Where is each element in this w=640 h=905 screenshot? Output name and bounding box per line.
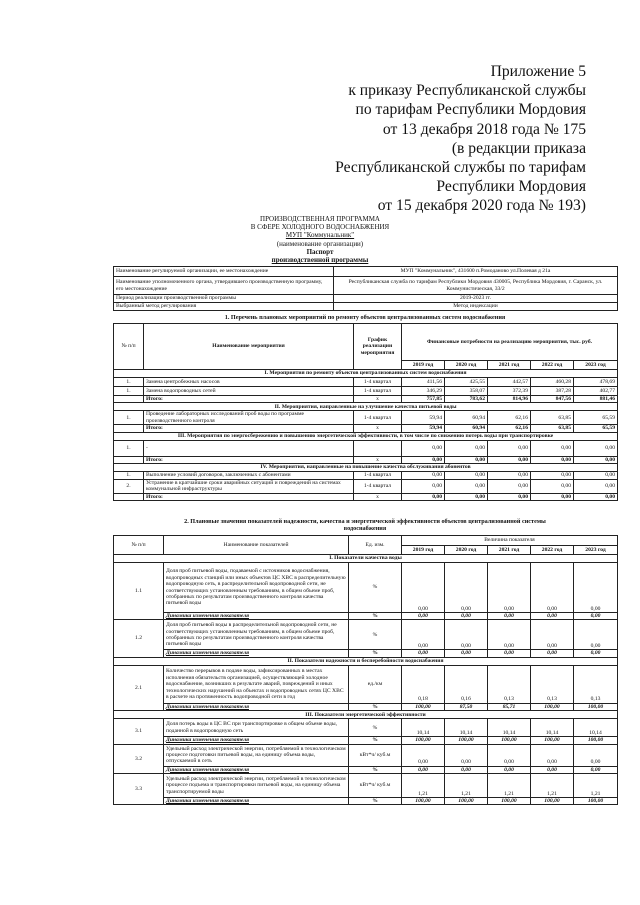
dynamics-value: 0,00 (402, 650, 445, 657)
total-label: Итого: (144, 493, 354, 500)
total-value: 0,00 (445, 456, 488, 463)
schedule: 1-4 квартал (354, 480, 402, 494)
year-header: 2020 год (445, 361, 488, 370)
dynamics-value: 87,50 (445, 703, 488, 710)
value-cell: 0,00 (402, 480, 445, 494)
appendix-line: (в редакции приказа (451, 139, 586, 157)
section-row (114, 657, 618, 665)
measure-row (114, 411, 618, 425)
section-title: IV. Мероприятия, направленные на повышение качества обслуживания абонентов (114, 464, 618, 472)
indicator-value: 1,21 (531, 774, 574, 798)
dynamics-label: Динамика изменения показателя (164, 737, 349, 744)
section-row (114, 370, 618, 378)
dynamics-value: 100,00 (402, 703, 445, 710)
value-cell: 0,00 (574, 440, 618, 456)
indicator-value: 1,21 (488, 774, 531, 798)
header-unit: Ед. изм. (349, 536, 402, 555)
value-cell: 411,56 (402, 378, 445, 387)
passport-row (114, 277, 618, 295)
measure-name: Выполнение условий договоров, заключенных с абонентами (144, 472, 354, 480)
total-label: Итого: (144, 425, 354, 432)
total-row (114, 456, 618, 463)
indicator-num: 3.3 (114, 774, 164, 805)
indicator-value: 0,00 (531, 620, 574, 650)
indicator-value: 0,00 (402, 563, 445, 613)
repair-measures-table (113, 323, 618, 501)
schedule: 1-4 квартал (354, 387, 402, 396)
value-cell: 0,00 (488, 472, 531, 480)
header-schedule: График реализации мероприятия (354, 324, 402, 370)
indicator-value: 0,00 (402, 620, 445, 650)
indicator-value: 0,00 (574, 563, 618, 613)
row-num: 1. (114, 411, 144, 425)
indicator-row (114, 774, 618, 798)
value-cell: 60,94 (445, 411, 488, 425)
total-value: 0,00 (574, 456, 618, 463)
program-subtitle: В СФЕРЕ ХОЛОДНОГО ВОДОСНАБЖЕНИЯ (250, 223, 390, 232)
total-label: Итого: (144, 396, 354, 403)
indicator-num: 3.2 (114, 744, 164, 773)
dynamics-value: 100,00 (445, 737, 488, 744)
row-num: 1. (114, 440, 144, 456)
total-spacer (114, 456, 144, 463)
year-header: 2023 год (574, 546, 618, 555)
total-value: 847,56 (531, 396, 574, 403)
table2-header-row (114, 536, 618, 546)
measure-name: Замена водопроводных сетей (144, 387, 354, 396)
total-value: 783,62 (445, 396, 488, 403)
indicator-unit: % (349, 620, 402, 650)
value-cell: 0,00 (445, 440, 488, 456)
total-value: 0,00 (574, 493, 618, 500)
total-value: 0,00 (531, 493, 574, 500)
indicator-value: 0,00 (488, 620, 531, 650)
section-title: III. Мероприятия по энергосбережению и повышению энергетической эффективности, в том числе по снижению потерь воды при транспортировке (114, 432, 618, 440)
indicator-value: 10,14 (531, 719, 574, 737)
appendix-header (335, 62, 586, 216)
total-spacer (114, 425, 144, 432)
table1-title: 1. Перечень плановых мероприятий по ремонту объектов централизованных систем водоснабжения (224, 314, 506, 321)
appendix-line: Приложение 5 (490, 63, 586, 80)
dynamics-label: Динамика изменения показателя (164, 766, 349, 773)
program-title-block (110, 215, 530, 264)
dynamics-value: 100,00 (488, 798, 531, 805)
total-value: 881,46 (574, 396, 618, 403)
total-value: 814,96 (488, 396, 531, 403)
header-num: № п/п (114, 536, 164, 555)
indicator-value: 1,21 (574, 774, 618, 798)
total-sched: x (354, 425, 402, 432)
total-value: 65,59 (574, 425, 618, 432)
value-cell: 0,00 (574, 480, 618, 494)
indicator-unit: % (349, 719, 402, 737)
indicator-name: Количество перерывов в подаче воды, зафиксированных в местах исполнения обязательств организацией, осуществляющей холодное водоснабжение, возникших в результате аварий, повреждений и иных технологических нарушений на объектах и водопроводных сетях ЦС ХВС в расчете на протяженность водопроводной сети в год (164, 665, 349, 703)
passport-value: Метод индексации (334, 303, 618, 311)
dynamics-row (114, 737, 618, 744)
section-title: I. Показатели качества воды (114, 555, 618, 563)
total-value: 0,00 (488, 493, 531, 500)
indicator-row (114, 665, 618, 703)
indicator-value: 1,21 (445, 774, 488, 798)
header-num: № п/п (114, 324, 144, 370)
value-cell: 425,55 (445, 378, 488, 387)
program-title: ПРОИЗВОДСТВЕННАЯ ПРОГРАММА (260, 215, 380, 223)
value-cell: 59,94 (402, 411, 445, 425)
dynamics-value: 0,00 (488, 613, 531, 620)
section-row (114, 464, 618, 472)
indicator-num: 2.1 (114, 665, 164, 710)
table2-title-cont: водоснабжения (343, 525, 387, 532)
dynamics-value: 0,00 (402, 766, 445, 773)
total-row (114, 493, 618, 500)
value-cell: 0,00 (445, 480, 488, 494)
indicator-value: 0,00 (445, 744, 488, 766)
schedule (354, 440, 402, 456)
total-value: 757,85 (402, 396, 445, 403)
value-cell: 442,57 (488, 378, 531, 387)
dynamics-value: 0,00 (402, 613, 445, 620)
dynamics-unit: % (349, 650, 402, 657)
total-value: 59,94 (402, 425, 445, 432)
measure-name: Замена центробежных насосов (144, 378, 354, 387)
passport-label: Наименование уполномоченного органа, утвердившего производственную программу, его местонахождение (114, 277, 334, 295)
value-cell: 0,00 (531, 472, 574, 480)
value-cell: 372,39 (488, 387, 531, 396)
dynamics-value: 0,00 (574, 650, 618, 657)
organization-caption: (наименование организации) (276, 239, 364, 248)
section-row (114, 711, 618, 719)
schedule: 1-4 квартал (354, 472, 402, 480)
dynamics-value: 0,00 (445, 766, 488, 773)
dynamics-unit: % (349, 703, 402, 710)
total-sched: x (354, 493, 402, 500)
dynamics-value: 100,00 (445, 798, 488, 805)
value-cell: 346,29 (402, 387, 445, 396)
value-cell: 0,00 (574, 472, 618, 480)
dynamics-value: 0,00 (574, 766, 618, 773)
value-cell: 65,59 (574, 411, 618, 425)
indicator-value: 0,00 (574, 620, 618, 650)
table2-title: 2. Плановые значения показателей надежности, качества и энергетической эффективности объектов централизованной системы (184, 518, 546, 525)
indicator-name: Доля проб питьевой воды в распределительной водопроводной сети, не соответствующих установленным требованиям, в общем объеме проб, отобранных по результатам производственного контроля качества питьевой воды (164, 620, 349, 650)
indicator-name: Удельный расход электрической энергии, потребляемой в технологическом процессе подготовки питьевой воды, на единицу объема воды, отпускаемой в сеть (164, 744, 349, 766)
measure-row (114, 440, 618, 456)
indicator-value: 0,13 (488, 665, 531, 703)
indicator-value: 0,00 (402, 744, 445, 766)
indicator-value: 0,00 (531, 744, 574, 766)
value-cell: 0,00 (488, 440, 531, 456)
value-cell: 0,00 (445, 472, 488, 480)
dynamics-label: Динамика изменения показателя (164, 703, 349, 710)
table1-header-row (114, 324, 618, 361)
header-measure-name: Наименование мероприятия (144, 324, 354, 370)
year-header: 2021 год (488, 546, 531, 555)
passport-label: Период реализации производственной программы (114, 295, 334, 303)
dynamics-value: 0,00 (445, 613, 488, 620)
dynamics-row (114, 613, 618, 620)
section-row (114, 555, 618, 563)
indicator-value: 0,00 (488, 563, 531, 613)
measure-row (114, 387, 618, 396)
section-title: III. Показатели энергетической эффективности (114, 711, 618, 719)
indicator-value: 0,16 (445, 665, 488, 703)
indicator-unit: ед./км (349, 665, 402, 703)
section-row (114, 432, 618, 440)
dynamics-unit: % (349, 737, 402, 744)
dynamics-label: Динамика изменения показателя (164, 798, 349, 805)
dynamics-row (114, 703, 618, 710)
indicator-value: 0,00 (531, 563, 574, 613)
passport-value: МУП "Коммунальник", 431600 п.Ромоданово ул.Полевая д 21а (334, 267, 618, 277)
total-value: 62,16 (488, 425, 531, 432)
total-value: 60,94 (445, 425, 488, 432)
indicator-value: 0,00 (488, 744, 531, 766)
indicator-value: 1,21 (402, 774, 445, 798)
dynamics-row (114, 798, 618, 805)
total-value: 0,00 (445, 493, 488, 500)
dynamics-row (114, 650, 618, 657)
dynamics-value: 0,00 (445, 650, 488, 657)
year-header: 2022 год (531, 361, 574, 370)
dynamics-unit: % (349, 766, 402, 773)
passport-value: 2019-2023 гг. (334, 295, 618, 303)
indicator-value: 10,14 (445, 719, 488, 737)
dynamics-value: 100,00 (531, 798, 574, 805)
indicator-unit: кВт*ч/ куб.м (349, 774, 402, 798)
total-value: 0,00 (402, 456, 445, 463)
indicator-unit: кВт*ч/ куб.м (349, 744, 402, 766)
dynamics-value: 0,00 (488, 766, 531, 773)
appendix-line: к приказу Республиканской службы (348, 82, 586, 100)
value-cell: 0,00 (531, 440, 574, 456)
passport-title: Паспорт (306, 247, 334, 256)
indicator-value: 10,14 (402, 719, 445, 737)
value-cell: 63,85 (531, 411, 574, 425)
indicator-row (114, 563, 618, 613)
schedule: 1-4 квартал (354, 378, 402, 387)
value-cell: 62,16 (488, 411, 531, 425)
indicator-value: 10,14 (574, 719, 618, 737)
indicators-table (113, 535, 618, 805)
total-value: 0,00 (402, 493, 445, 500)
dynamics-value: 85,71 (488, 703, 531, 710)
passport-label: Выбранный метод регулирования (114, 303, 334, 311)
dynamics-label: Динамика изменения показателя (164, 613, 349, 620)
passport-label: Наименование регулируемой организации, ее местонахождение (114, 267, 334, 277)
year-header: 2019 год (402, 546, 445, 555)
total-label: Итого: (144, 456, 354, 463)
total-spacer (114, 493, 144, 500)
dynamics-row (114, 766, 618, 773)
indicator-name: Доля потерь воды в ЦС ВС при транспортировке в общем объеме воды, поданной в водопроводную сеть (164, 719, 349, 737)
year-header: 2021 год (488, 361, 531, 370)
value-cell: 402,77 (574, 387, 618, 396)
header-finance: Финансовые потребности на реализацию мероприятия, тыс. руб. (402, 324, 618, 361)
indicator-num: 3.1 (114, 719, 164, 744)
organization-name: МУП "Коммунальник" (285, 231, 355, 240)
value-cell: 0,00 (488, 480, 531, 494)
passport-row (114, 267, 618, 277)
indicator-value: 10,14 (488, 719, 531, 737)
dynamics-value: 100,00 (574, 703, 618, 710)
measure-name: Проведение лабораторных исследований проб воды по программе производственного контроля (144, 411, 354, 425)
total-row (114, 425, 618, 432)
indicator-unit: % (349, 563, 402, 613)
value-cell: 0,00 (402, 472, 445, 480)
value-cell: 387,28 (531, 387, 574, 396)
row-num: 1. (114, 387, 144, 396)
passport-row (114, 295, 618, 303)
year-header: 2019 год (402, 361, 445, 370)
appendix-line: от 13 декабря 2018 года № 175 (382, 120, 586, 138)
dynamics-value: 100,00 (402, 798, 445, 805)
indicator-row (114, 744, 618, 766)
indicator-name: Удельный расход электрической энергии, потребляемой в технологическом процессе подъема и транспортировки питьевой воды, на единицу объема транспортируемой воды (164, 774, 349, 798)
section-title: II. Показатели надежности и бесперебойности водоснабжения (114, 657, 618, 665)
total-value: 63,85 (531, 425, 574, 432)
dynamics-value: 100,00 (488, 737, 531, 744)
indicator-row (114, 719, 618, 737)
schedule: 1-4 квартал (354, 411, 402, 425)
section-title: I. Мероприятия по ремонту объектов централизованных систем водоснабжения (114, 370, 618, 378)
dynamics-label: Динамика изменения показателя (164, 650, 349, 657)
indicator-value: 0,13 (531, 665, 574, 703)
passport-subtitle: производственной программы (271, 256, 369, 265)
value-cell: 478,69 (574, 378, 618, 387)
measure-row (114, 378, 618, 387)
dynamics-value: 0,00 (531, 766, 574, 773)
row-num: 1. (114, 378, 144, 387)
header-indicator-name: Наименование показателей (164, 536, 349, 555)
indicator-value: 0,00 (445, 563, 488, 613)
indicator-value: 0,18 (402, 665, 445, 703)
indicator-name: Доля проб питьевой воды, подаваемой с источников водоснабжения, водопроводных станций или иных объектов ЦС ХВС в распределительную водопроводную сеть, в распределительной водопроводной сети, не соответствующих установленным требованиям, в общем объеме проб, отобранных по результатам производственного контроля качества питьевой воды (164, 563, 349, 613)
passport-table (113, 266, 618, 311)
passport-row (114, 303, 618, 311)
dynamics-value: 100,00 (531, 737, 574, 744)
measure-row (114, 472, 618, 480)
appendix-line: Республиканской службы по тарифам (335, 159, 586, 177)
indicator-row (114, 620, 618, 650)
appendix-line: от 15 декабря 2020 года № 193) (377, 197, 586, 215)
value-cell: 0,00 (531, 480, 574, 494)
dynamics-value: 0,00 (531, 650, 574, 657)
total-spacer (114, 396, 144, 403)
value-cell: 460,28 (531, 378, 574, 387)
indicator-value: 0,13 (574, 665, 618, 703)
dynamics-value: 0,00 (531, 613, 574, 620)
dynamics-unit: % (349, 798, 402, 805)
dynamics-value: 100,00 (574, 737, 618, 744)
indicator-num: 1.2 (114, 620, 164, 657)
section-row (114, 403, 618, 411)
dynamics-unit: % (349, 613, 402, 620)
appendix-line: по тарифам Республики Мордовия (355, 101, 586, 119)
year-header: 2022 год (531, 546, 574, 555)
total-row (114, 396, 618, 403)
indicator-num: 1.1 (114, 563, 164, 620)
year-header: 2023 год (574, 361, 618, 370)
dynamics-value: 0,00 (488, 650, 531, 657)
total-value: 0,00 (531, 456, 574, 463)
year-header: 2020 год (445, 546, 488, 555)
total-sched: x (354, 456, 402, 463)
total-sched: x (354, 396, 402, 403)
row-num: 1. (114, 472, 144, 480)
total-value: 0,00 (488, 456, 531, 463)
passport-value: Республиканская служба по тарифам Республики Мордовия 430005, Республика Мордовия, г. Саранск, ул. Коммунистическая, 33/2 (334, 277, 618, 295)
measure-name: - (144, 440, 354, 456)
dynamics-value: 100,00 (402, 737, 445, 744)
value-cell: 0,00 (402, 440, 445, 456)
dynamics-value: 0,00 (574, 613, 618, 620)
header-values: Величина показателя (402, 536, 618, 546)
row-num: 2. (114, 480, 144, 494)
section-title: II. Мероприятия, направленные на улучшение качества питьевой воды (114, 403, 618, 411)
measure-row (114, 480, 618, 494)
appendix-line: Республики Мордовия (436, 178, 586, 196)
indicator-value: 0,00 (445, 620, 488, 650)
value-cell: 358,07 (445, 387, 488, 396)
indicator-value: 0,00 (574, 744, 618, 766)
dynamics-value: 100,00 (574, 798, 618, 805)
measure-name: Устранение в кратчайшие сроки аварийных ситуаций и повреждений на системах коммунальной инфраструктуры (144, 480, 354, 494)
dynamics-value: 100,00 (531, 703, 574, 710)
